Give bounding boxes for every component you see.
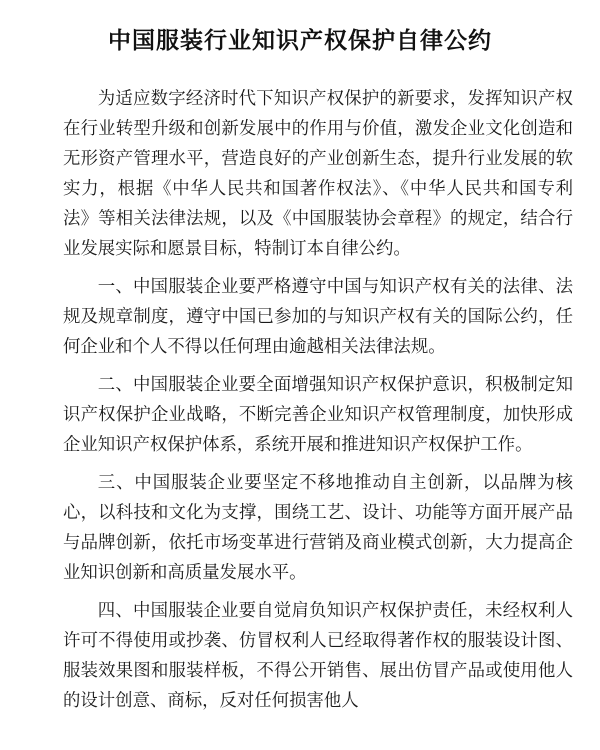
document-body xyxy=(63,84,573,716)
article-4-paragraph: 四、中国服装企业要自觉肩负知识产权保护责任，未经权利人许可不得使用或抄袭、仿冒权利人已经取得著作权的服装设计图、服装效果图和服装样板，不得公开销售、展出仿冒产品或使用他人的设计创意、商标，反对任何损害他人 xyxy=(63,601,573,711)
preamble-paragraph: 为适应数字经济时代下知识产权保护的新要求，发挥知识产权在行业转型升级和创新发展中的作用与价值，激发企业文化创造和无形资产管理水平，营造良好的产业创新生态，提升行业发展的软实力，根据《中华人民共和国著作权法》、《中华人民共和国专利法》等相关法律法规，以及《中国服装协会章程》的规定，结合行业发展实际和愿景目标，特制订本自律公约。 xyxy=(63,89,573,259)
article-1-paragraph: 一、中国服装企业要严格遵守中国与知识产权有关的法律、法规及规章制度，遵守中国已参加的与知识产权有关的国际公约，任何企业和个人不得以任何理由逾越相关法律法规。 xyxy=(63,277,573,357)
article-3-paragraph: 三、中国服装企业要坚定不移地推动自主创新，以品牌为核心，以科技和文化为支撑，围绕工艺、设计、功能等方面开展产品与品牌创新，依托市场变革进行营销及商业模式创新，大力提高企业知识创新和高质量发展水平。 xyxy=(63,473,573,583)
article-2-paragraph: 二、中国服装企业要全面增强知识产权保护意识，积极制定知识产权保护企业战略，不断完善企业知识产权管理制度，加快形成企业知识产权保护体系，系统开展和推进知识产权保护工作。 xyxy=(63,375,573,455)
document-title: 中国服装行业知识产权保护自律公约 xyxy=(108,28,492,54)
